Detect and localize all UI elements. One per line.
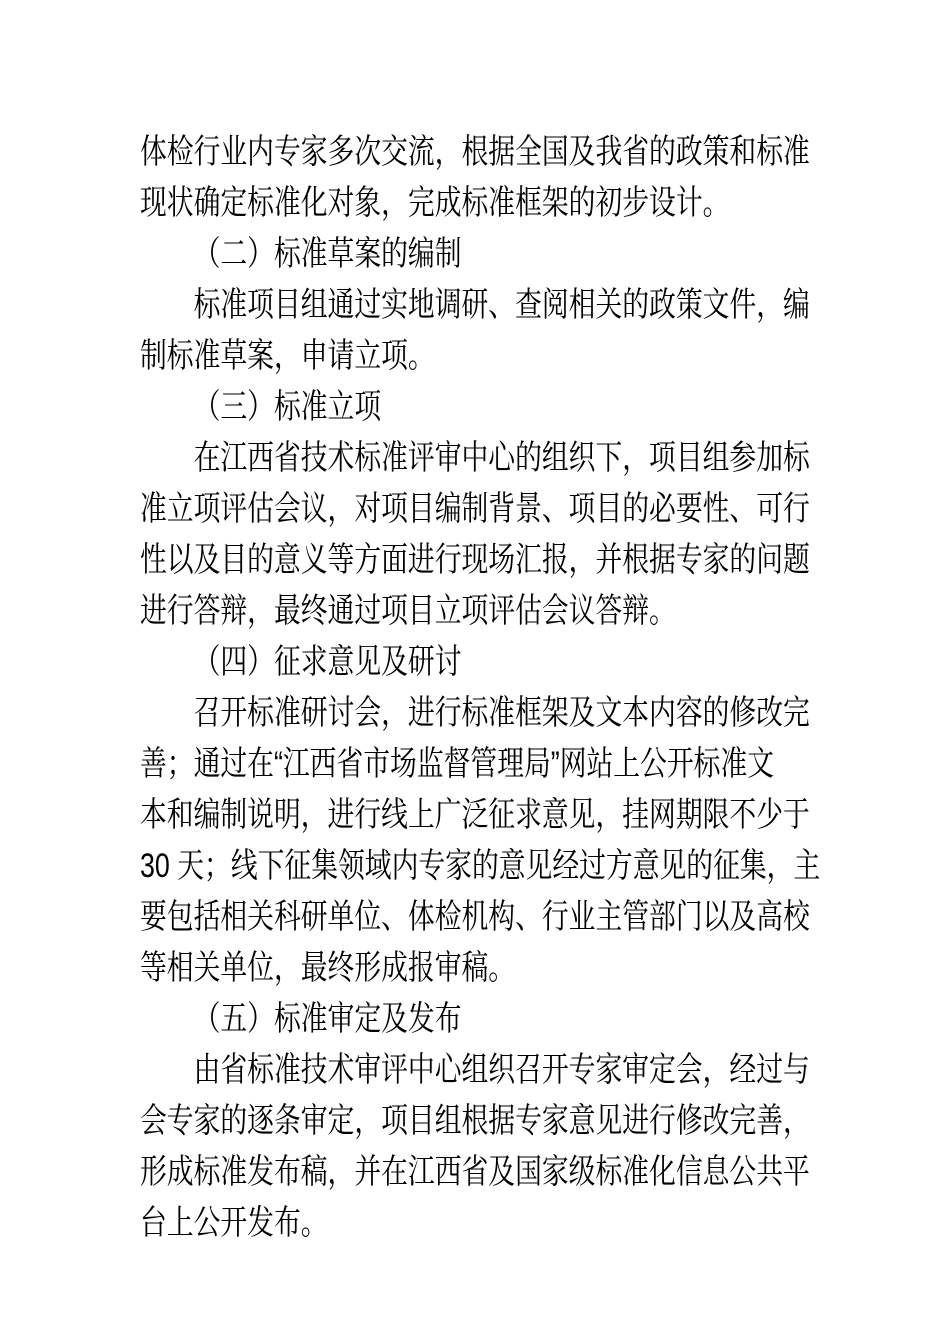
document-text-block	[140, 127, 821, 1249]
text-line: 要包括相关科研单位、体检机构、行业主管部门以及高校	[140, 898, 810, 936]
text-line: 准立项评估会议，对项目编制背景、项目的必要性、可行	[140, 490, 810, 528]
section-heading: （五）标准审定及发布	[193, 1000, 462, 1038]
text-line: 善；通过在“江西省市场监督管理局”网站上公开标准文	[140, 745, 775, 783]
text-line: 标准项目组通过实地调研、查阅相关的政策文件，编	[193, 286, 810, 324]
text-line: 现状确定标准化对象，完成标准框架的初步设计。	[140, 184, 730, 222]
text-line: 等相关单位，最终形成报审稿。	[140, 949, 516, 987]
text-line: 体检行业内专家多次交流，根据全国及我省的政策和标准	[140, 133, 810, 171]
text-line: 形成标准发布稿，并在江西省及国家级标准化信息公共平	[140, 1153, 810, 1191]
text-line: 由省标准技术审评中心组织召开专家审定会，经过与	[193, 1051, 810, 1089]
text-line: 进行答辩，最终通过项目立项评估会议答辩。	[140, 592, 676, 630]
text-line: 台上公开发布。	[140, 1204, 328, 1242]
text-line: 召开标准研讨会，进行标准框架及文本内容的修改完	[193, 694, 810, 732]
text-line: 性以及目的意义等方面进行现场汇报，并根据专家的问题	[140, 541, 810, 579]
section-heading: （四）征求意见及研讨	[193, 643, 462, 681]
text-line: 30 天；线下征集领域内专家的意见经过方意见的征集，主	[140, 847, 821, 885]
text-line: 制标准草案，申请立项。	[140, 337, 435, 375]
section-heading: （二）标准草案的编制	[193, 235, 462, 273]
text-line: 会专家的逐条审定，项目组根据专家意见进行修改完善，	[140, 1102, 810, 1140]
section-heading: （三）标准立项	[193, 388, 382, 426]
text-line: 本和编制说明，进行线上广泛征求意见，挂网期限不少于	[140, 796, 810, 834]
text-line: 在江西省技术标准评审中心的组织下，项目组参加标	[193, 439, 810, 477]
